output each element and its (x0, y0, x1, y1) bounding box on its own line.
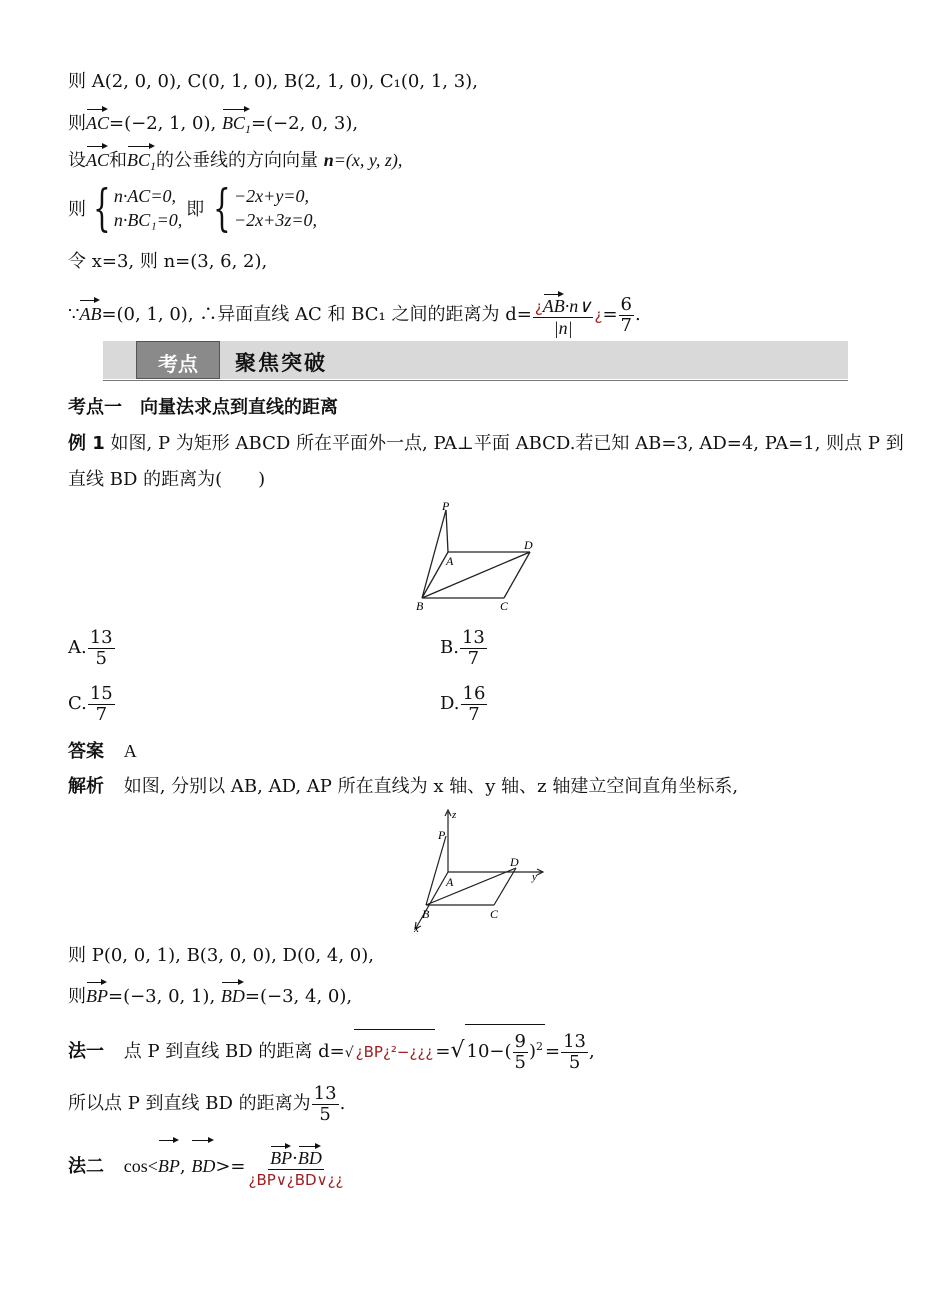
option-b[interactable]: B. $\frac{13}{7}$ (440, 626, 485, 669)
label-p: P (438, 828, 446, 842)
edge-cd (494, 868, 516, 905)
label-d: D (510, 855, 519, 869)
analysis-line: 解析 如图, 分别以 AB, AD, AP 所在直线为 x 轴、y 轴、z 轴建立空间直角坐标系, (68, 776, 739, 797)
answer-label: 答案 (68, 741, 104, 762)
method-one-line: 法一 点 P 到直线 BD 的距离 d=√ ¿BP¿²−¿¿¿ =√ 10−( $\frac{9}{5}$ )$^2$ = $\frac{13}{5}$ , (68, 1024, 595, 1075)
equation-row: −2x+y=0, (234, 186, 309, 206)
section-banner (103, 341, 848, 379)
label-b: B (416, 599, 424, 613)
label-x: x (414, 923, 419, 934)
vector-bd: BD (221, 980, 245, 1008)
answer-line (68, 739, 137, 764)
example-line-1: 例 1 如图, P 为矩形 ABCD 所在平面外一点, PA⊥平面 ABCD.若已知 AB=3, AD=4, PA=1, 则点 P 到 (68, 433, 904, 454)
example-line-2: 直线 BD 的距离为( ) (68, 469, 266, 490)
label-c: C (490, 907, 499, 921)
edge-bd (422, 552, 530, 598)
example-label: 例 1 (68, 433, 105, 454)
equation-row: n·AC=0, (113, 186, 176, 206)
vector-ab: AB (79, 298, 101, 326)
label-z: z (452, 809, 457, 821)
answer-value: A (123, 741, 137, 761)
left-brace-icon: { (213, 179, 231, 237)
vector-ac-2: AC (86, 144, 109, 172)
edge-pb (422, 510, 446, 598)
method-one-label: 法一 (68, 1041, 104, 1062)
label-d: D (524, 538, 533, 552)
left-brace-icon: { (93, 179, 111, 237)
figure-coordinate-system (400, 806, 560, 934)
text-line-vectors: 则AC=(−2, 1, 0), $BC_1=(-2$, 0, 3), (68, 107, 358, 141)
analysis-label: 解析 (68, 776, 104, 797)
label-p: P (442, 499, 450, 513)
banner-tag: 考点 (136, 341, 220, 379)
vector-bp: BP (86, 980, 108, 1008)
label-c: C (500, 599, 509, 613)
distance-fraction: $\frac{¿AB\cdot n\vee}{|n|}$ (533, 292, 594, 338)
edge-pb (426, 836, 446, 905)
text-line-coords: 则 A(2, 0, 0), C(0, 1, 0), B(2, 1, 0), C₁(0, 1, 3), (68, 71, 478, 92)
cosine-fraction: $\frac{BP\cdot BD}{¿BP\vee¿BD\vee¿¿}$ (247, 1144, 346, 1190)
option-a[interactable]: A. $\frac{13}{5}$ (68, 626, 113, 669)
vector-ac: AC (86, 107, 109, 135)
equation-row: −2x+3z=0, (234, 210, 317, 230)
option-c[interactable]: C. $\frac{15}{7}$ (68, 682, 113, 725)
text-line-normal: 设AC和$BC_1$的公垂线的方向向量 n=(x, y, z), (68, 144, 402, 178)
vectors-line: 则BP=(−3, 0, 1), BD=(−3, 4, 0), (68, 980, 352, 1009)
text-line-let: 令 x=3, 则 n=(3, 6, 2), (68, 251, 268, 272)
option-d[interactable]: D. $\frac{16}{7}$ (440, 682, 486, 725)
result-fraction: $\frac{6}{7}$ (620, 293, 632, 336)
coords-line: 则 P(0, 0, 1), B(3, 0, 0), D(0, 4, 0), (68, 945, 374, 966)
figure-pyramid (400, 498, 560, 618)
method-two-label: 法二 (68, 1156, 104, 1177)
label-a: A (446, 875, 454, 889)
edge-cd (504, 552, 530, 598)
text-line-distance: ∵AB=(0, 1, 0), ∴异面直线 AC 和 BC₁ 之间的距离为 d= $\frac{¿AB\cdot n\vee}{|n|}$ ¿= $\frac{6}{7}$ . (68, 293, 641, 338)
edge-ab (422, 552, 448, 598)
label-b: B (422, 907, 430, 921)
label-y: y (532, 871, 537, 883)
label-a: A (446, 554, 454, 568)
section-heading: 考点一 向量法求点到直线的距离 (68, 397, 338, 418)
conclusion-line: 所以点 P 到直线 BD 的距离为 $\frac{13}{5}$ . (68, 1082, 346, 1125)
axis-x (416, 872, 448, 928)
method-two-line: 法二 cos<BP, BD>= $\frac{BP\cdot BD}{¿BP\vee¿BD\vee¿¿}$ (68, 1138, 347, 1191)
edge-pd (446, 510, 515, 552)
equation-system: 则 { n·AC=0, n·BC₁=0, 即 { −2x+y=0, −2x+3z=0, (68, 179, 317, 237)
vector-bc1-2: $BC_1$ (127, 144, 156, 178)
edge-pa (446, 510, 448, 552)
vector-bc1: $BC_1$ (222, 107, 251, 141)
equation-row: n·BC₁=0, (113, 210, 183, 230)
banner-title: 聚焦突破 (235, 351, 327, 375)
